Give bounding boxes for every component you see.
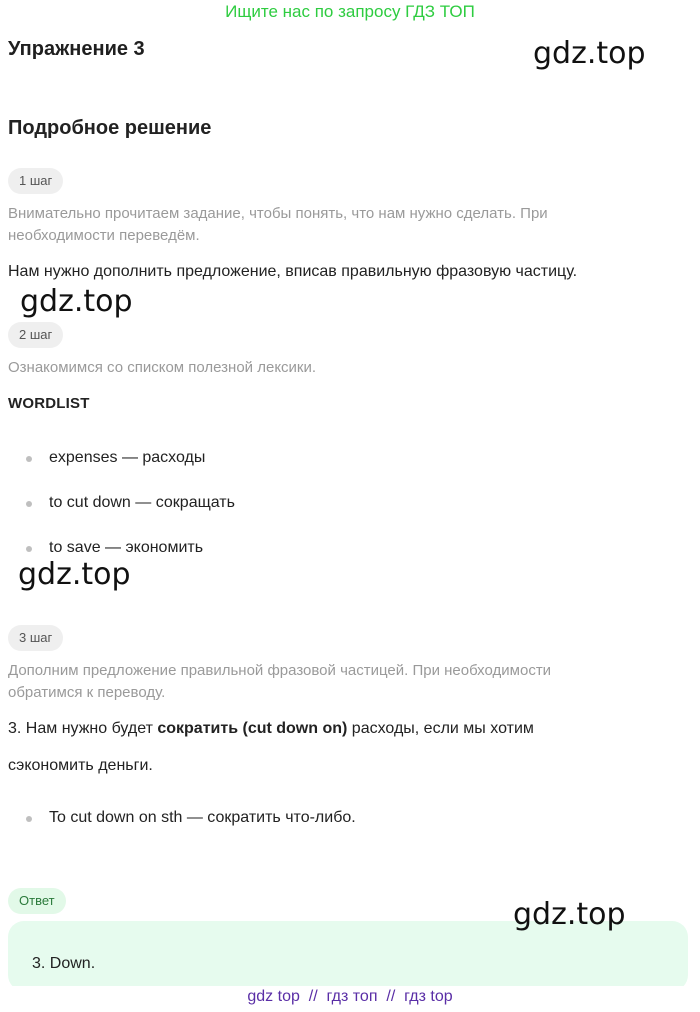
- bullet-icon: [26, 501, 32, 507]
- bullet-icon: [26, 546, 32, 552]
- watermark: gdz.top: [533, 36, 646, 71]
- phrase-note: To cut down on sth — сократить что-либо.: [49, 809, 356, 826]
- step-2-hint: Ознакомимся со списком полезной лексики.: [8, 359, 317, 376]
- exercise-title: Упражнение 3: [8, 38, 145, 60]
- step-3-hint-line2: обратимся к переводу.: [8, 684, 166, 701]
- step-2-badge: 2 шаг: [8, 322, 63, 348]
- step-1-text: Нам нужно дополнить предложение, вписав правильную фразовую частицу.: [8, 263, 578, 280]
- sentence-part: расходы, если мы хотим: [347, 720, 534, 737]
- bullet-icon: [26, 816, 32, 822]
- answer-badge: Ответ: [8, 888, 66, 914]
- wordlist-item: to save — экономить: [49, 539, 204, 556]
- wordlist-item: expenses — расходы: [49, 449, 206, 466]
- bullet-icon: [26, 456, 32, 462]
- wordlist-item: to cut down — сокращать: [49, 494, 235, 511]
- solution-title: Подробное решение: [8, 117, 212, 139]
- step-1-hint-line1: Внимательно прочитаем задание, чтобы понять, что нам нужно сделать. При: [8, 205, 548, 222]
- answer-text: 3. Down.: [32, 955, 96, 972]
- watermark: gdz.top: [20, 284, 133, 319]
- watermark: gdz.top: [18, 557, 131, 592]
- sentence-bold: сократить (cut down on): [157, 720, 348, 737]
- footer-links[interactable]: gdz top // гдз топ // гдз top: [0, 986, 700, 1012]
- search-banner[interactable]: Ищите нас по запросу ГДЗ ТОП: [225, 2, 475, 21]
- step-1-hint-line2: необходимости переведём.: [8, 227, 200, 244]
- step-3-badge: 3 шаг: [8, 625, 63, 651]
- step-3-sentence-line2: сэкономить деньги.: [8, 757, 153, 774]
- step-3-sentence: [8, 720, 534, 738]
- step-1-badge: 1 шаг: [8, 168, 63, 194]
- step-3-hint-line1: Дополним предложение правильной фразовой частицей. При необходимости: [8, 662, 552, 679]
- sentence-part: 3. Нам нужно будет: [8, 720, 158, 737]
- wordlist-title: WORDLIST: [8, 395, 90, 412]
- watermark: gdz.top: [513, 897, 626, 932]
